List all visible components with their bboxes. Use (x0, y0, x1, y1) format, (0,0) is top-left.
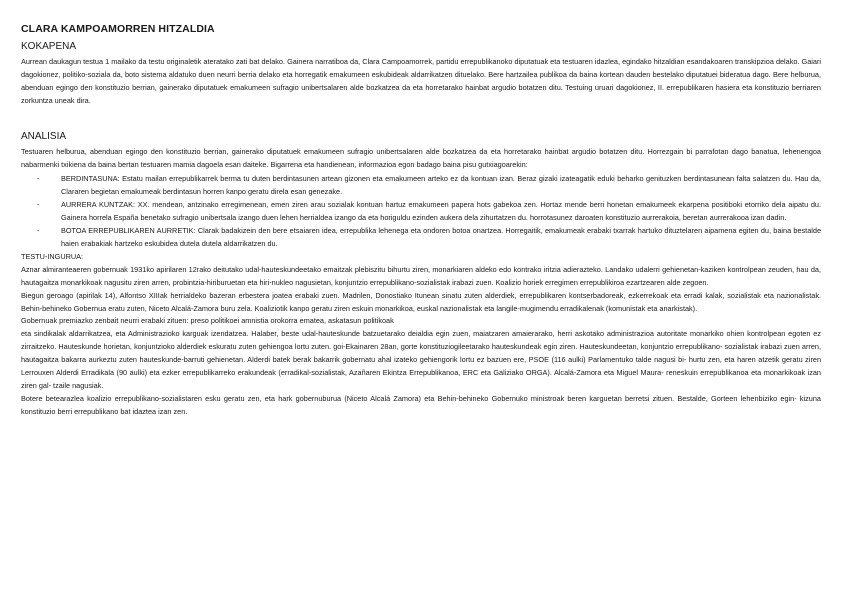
list-item: - BERDINTASUNA: Estatu mailan errepublikarrek berma tu duten berdintasunen artean gizonen eta emakumeen arteko ez da kontuan izan. Beraz gizaki izateagatik eduki beharko genituzken berdintasunean falta salatzen du. Hau da, Clararen begietan emakumeak berdintasun horren kanpo geratu direla esan genezake. (37, 174, 821, 197)
analisia-intro-paragraph: Testuaren helburua, abenduan egingo den konstituzio berrian, gainerako diputatuek emakumeen sufragio unibertsalaren alde bozkatzea da eta horretarako hainbat argudio botatzen ditu. Horrezgain bi parrafotan dago banatua, lehenengoa nabarmenki txikiena da baina bertan testuaren mamia dagoela esan daiteke. Bigarrena eta handienean, informazioa egon badago baina pisu gutxiagoarekin: (21, 146, 821, 169)
list-item: - AURRERA KUNTZAK: XX. mendean, antzinako erregimenean, emen ziren arau sozialak kontuan hartuz emakumeen papera hots gabekoa zen. Hortaz mende berri honetan emakumeek ekarpena positiboki etorriko dela aipatu du. Gainera horrela España benetako sufragio unibertsala izango duen lehen herrialdea izango da eta horiguldu ezinden aukera dela zihurtatzen du. horrotasunez daroaten konstituzio aurrerakoia, beretan aurrerakooa izan dadin. (37, 200, 821, 223)
bullet-dash: - (37, 174, 40, 184)
context-paragraph: Biegun geroago (apirilak 14), Alfontso XIIIak herrialdeko bazeran erbestera joatea erabaki zuen. Madrilen, Donostiako Itunean sinatu zuten alderdiek, errepublikaren kontserbadoreak, ezkerrekoak eta erradi kalak, sozialistak eta nazionalistak. Behin-behineko Gobernua eratu zuten, Niceto Alcalá-Zamora buru zela. Koaliziotik kanpo geratu ziren eskuin monarkikoa, euskal nazionalistak eta langile-mugimendu erradikalenak (komunistak eta anarkistak). (21, 290, 821, 313)
section-heading-analisia: ANALISIA (21, 130, 67, 142)
list-item: - BOTOA ERREPUBLIKAREN AURRETIK: Clarak badakizein den bere etsaiaren idea, errepublika lehenega eta ondoren botoa onartzea. Horregaitik, emakumeak erabaki txarrak hartuko dituztelaren aipamena egiten du, baina bestalde haien erabakiak hartzeko eskubidea dutela dutela aldarrikatzen du. (37, 226, 821, 248)
analisia-bullet-list (21, 173, 821, 250)
testuinguru-label: TESTU-INGURUA: (21, 251, 84, 261)
section-heading-kokapena: KOKAPENA (21, 41, 77, 52)
bullet-dash: - (37, 200, 40, 210)
bullet-dash: - (37, 226, 40, 236)
document-title: CLARA KAMPOAMORREN HITZALDIA (21, 23, 215, 35)
context-paragraph: Botere betearazlea koalizio errepublikano-sozialistaren esku geratu zen, eta hark gobernuburua (Niceto Alcalá Zamora) eta Behin-behineko Gobernuko ministroak beren karguetan berretsi zituen. Bestalde, Gorteen lehenbiziko egin- kizuna konstituzio berri errepublikano bat idaztea izan zen. (21, 393, 821, 416)
context-paragraph: Gobernuak premiazko zenbait neurri erabaki zituen: preso politikoei amnistia orokorra ematea, askatasun politikoak (21, 316, 394, 326)
context-paragraph: eta sindikalak aldarrikatzea, eta Administrazioko karguak izendatzea. Halaber, beste udal-hauteskunde batzuetarako deialdia egin zuen, maiatzaren amaierarako, herri askotako administrazioa autoritate monarkiko ohien kontrolpean egoten ez zirraitzeko. Hauteskunde horietan, konjuntzioko alderdiek eskuratu zuten gehiengoa lortu zuten. goi-Ekainaren 28an, gorte konstituziogileetarako hauteskundeak egin ziren. Hauteskundeetan, konjuntzio errepublikano- sozialistak irabazi zuen arren, hautagaitza bakarra aurkeztu zuten hauteskunde-barruti gehienetan. Alderdi batek berak bakarrik gobernatu ahal izateko gehiengorik lortu ez bazuen ere, PSOE (116 aulki) Parlamentuko talde nagusi bi- hurtu zen, eta haren atzetik geratu ziren Lerrouxen Alderdi Erradikala (90 aulki) eta ezker errepublikarreko erakundeak (erradikal-sozialistak, Azañaren Ekintza Errepublikanoa, ERC eta Galiziako ORGA). Alcalá-Zamora eta Miguel Maura- reneskuin errepublikanoa eta monarkikoak izan ziren gal- tzaile nagusiak. (21, 329, 821, 390)
kokapena-paragraph: Aurrean daukagun testua 1 mailako da testu originaletik ateratako zati bat delako. Gainera narratiboa da, Clara Campoamorrek, partidu errepublikanoko diputatuak eta testuaren idazlea, egindako hitzaldian esandakoaren transkipzioa delako. Gaiari dagokionez, politiko-soziala da, boto sistema aldatuko duen neurri berria delako eta horregatik emakumeen eskubideak aldarrikatzen dituelako. Bere hartzailea publikoa da baina kortean dauden bestelako diputatuei bideratua dago. Bere helburua, abenduan egingo den konstituzio berrian, gainerako diputatuek emakumeen sufragio unibertsalaren alde bozkatzea da eta horretarako hainbat argudio botatzen ditu. Testuing uruari dagokionez, II. errepublikaren hasiera eta konstituzio berriaren zorkuntza uneak dira. (21, 57, 821, 105)
document-page (21, 22, 821, 419)
context-paragraph: Aznar almiranteaeren gobernuak 1931ko apirilaren 12rako deitutako udal-hauteskundeetako emaitzak plebiszitu bihurtu ziren, monarkiaren aldeko edo kontrako iritzia adierazteko. Landako udalerri gehienetan-kaziken kontrolpean zeuden, hau da, hautagaitza monarkikoak nagusitu ziren arren, probintzia-hiriburuetan eta hiri-nukleo nagusietan, konjuntzio errepublikano-sozialistak irabazi zuen. Koalizio horiek erregimen errepublikiroa ezartzearen alde zegoen. (21, 264, 821, 287)
